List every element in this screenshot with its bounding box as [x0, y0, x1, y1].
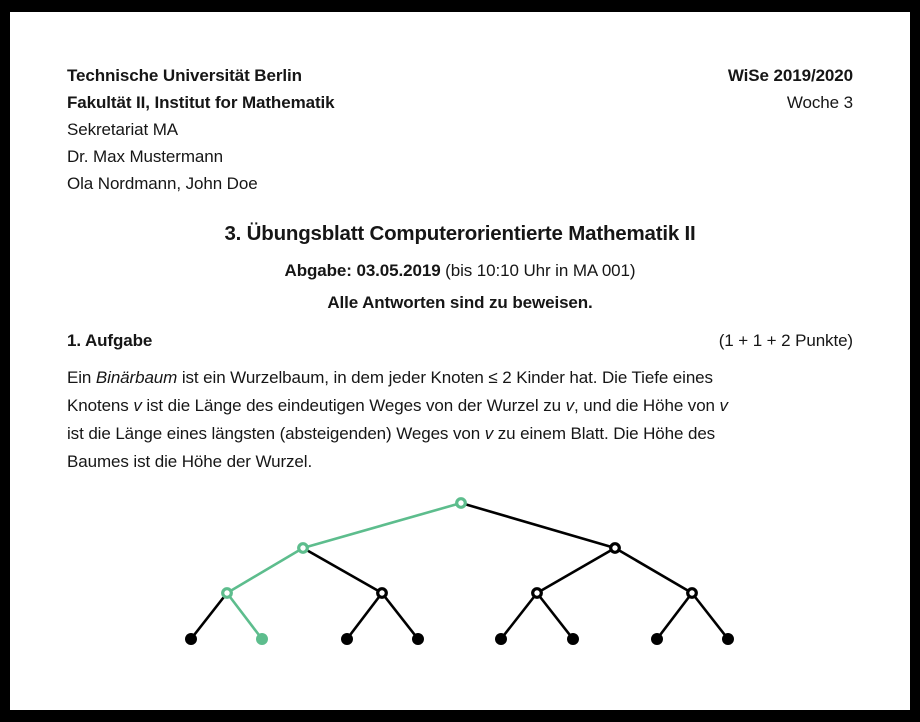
semester-label: WiSe 2019/2020 — [727, 66, 853, 85]
lecturer-name: Dr. Max Mustermann — [67, 147, 223, 166]
tree-node-open — [533, 589, 542, 598]
binary-tree-diagram — [150, 480, 770, 660]
deadline-details: (bis 10:10 Uhr in MA 001) — [440, 261, 636, 280]
tree-edge — [692, 593, 728, 639]
header-right-block — [728, 62, 853, 197]
secretariat: Sekretariat MA — [67, 120, 179, 139]
text-run-italic: v — [133, 396, 142, 415]
tree-leaf-node — [651, 633, 663, 645]
tree-edge — [303, 548, 382, 593]
tree-edge — [501, 593, 537, 639]
tree-node-open — [223, 589, 232, 598]
tree-edge — [461, 503, 615, 548]
binary-tree-figure — [150, 480, 770, 660]
text-run: zu einem Blatt. Die Höhe des — [493, 424, 716, 443]
tree-leaf-node — [495, 633, 507, 645]
proof-notice: Alle Antworten sind zu beweisen. — [327, 293, 593, 312]
tree-edge — [382, 593, 418, 639]
tree-leaf-node — [412, 633, 424, 645]
faculty-name: Fakultät II, Institut for Mathematik — [67, 93, 335, 112]
text-run: Ein — [67, 368, 96, 387]
tree-leaf-node — [256, 633, 268, 645]
tree-edge — [657, 593, 692, 639]
exercise-number: 1. Aufgabe — [67, 331, 153, 350]
text-run: ist die Länge des eindeutigen Weges von der Wurzel zu — [141, 396, 566, 415]
text-run-italic: v — [484, 424, 494, 443]
text-run: Knotens — [67, 396, 134, 415]
institution-name: Technische Universität Berlin — [67, 66, 302, 85]
text-run: , und die Höhe von — [573, 396, 720, 415]
text-run: ist ein Wurzelbaum, in dem jeder Knoten ≤ 2 Kinder hat. Die Tiefe eines — [177, 368, 713, 387]
text-run-italic: v — [719, 396, 728, 415]
tree-edge — [537, 593, 573, 639]
tree-node-open — [611, 544, 620, 553]
tree-node-open — [378, 589, 387, 598]
text-run-italic: Binärbaum — [95, 368, 178, 387]
header-left-block — [67, 62, 334, 197]
page-content — [67, 12, 853, 476]
tree-edge — [303, 503, 461, 548]
tree-node-open — [457, 499, 466, 508]
exercise-heading-row — [67, 328, 853, 354]
tree-edge — [347, 593, 382, 639]
deadline-line — [67, 258, 853, 284]
tree-leaf-node — [185, 633, 197, 645]
paragraph-line — [67, 364, 853, 392]
text-run: ist die Länge eines längsten (absteigenden) Weges von — [67, 424, 485, 443]
tree-node-open — [299, 544, 308, 553]
tree-edge — [227, 548, 303, 593]
tree-edge — [537, 548, 615, 593]
text-run: Baumes ist die Höhe der Wurzel. — [67, 452, 313, 471]
paragraph-line — [67, 420, 853, 448]
exercise-paragraph — [67, 364, 853, 476]
assistant-names: Ola Nordmann, John Doe — [67, 174, 258, 193]
deadline-date: Abgabe: 03.05.2019 — [284, 261, 441, 280]
week-label: Woche 3 — [786, 93, 853, 112]
paragraph-line — [67, 392, 853, 420]
tree-edge — [191, 593, 227, 639]
tree-leaf-node — [567, 633, 579, 645]
tree-leaf-node — [722, 633, 734, 645]
tree-edge — [615, 548, 692, 593]
tree-leaf-node — [341, 633, 353, 645]
document-header — [67, 62, 853, 197]
tree-edge — [227, 593, 262, 639]
paragraph-line — [67, 448, 853, 476]
exercise-points: (1 + 1 + 2 Punkte) — [718, 331, 853, 350]
text-run-italic: v — [565, 396, 574, 415]
tree-node-open — [688, 589, 697, 598]
sheet-title: 3. Übungsblatt Computerorientierte Mathematik II — [224, 222, 696, 245]
